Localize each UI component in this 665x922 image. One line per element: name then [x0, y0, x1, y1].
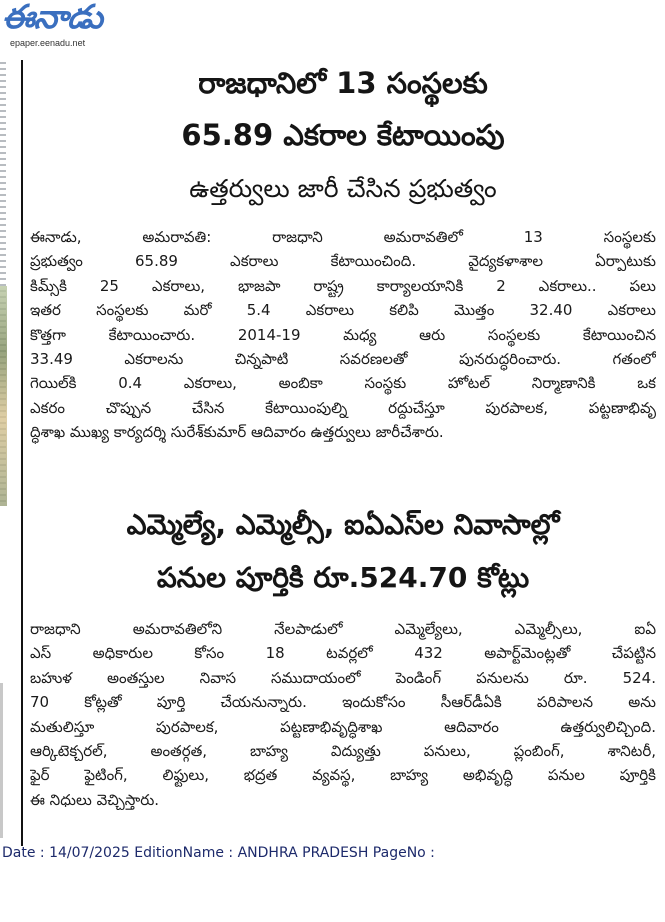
eenadu-logo: ఈనాడు — [2, 0, 102, 36]
article2-body-line: రాజధాని అమరావతిలోని నేలపాడులో ఎమ్మెల్యేలు, ఎమ్మెల్సీలు, ఐఏ — [30, 620, 656, 638]
article1-headline-line1: రాజధానిలో 13 సంస్థలకు — [198, 66, 488, 100]
article2-body-line: ఎస్ అధికారుల కోసం 18 టవర్లలో 432 అపార్ట్‌మెంట్లతో చేపట్టిన — [30, 644, 656, 663]
article1-body — [30, 225, 656, 445]
column-divider — [21, 60, 23, 846]
article1-body-line: కిమ్స్‌కి 25 ఎకరాలు, భాజపా రాష్ట్ర కార్యాలయానికి 2 ఎకరాలు.. పలు — [30, 276, 656, 295]
article2-body-line: ఫైర్ ఫైటింగ్, లిఫ్టులు, భద్రత వ్యవస్థ, బాహ్య అభివృద్ధి పనుల పూర్తికి — [30, 766, 656, 785]
article2-headline-line2: పనుల పూర్తికి రూ.524.70 కోట్లు — [156, 561, 530, 594]
article1-body-line: ఇతర సంస్థలకు మరో 5.4 ఎకరాలు కలిపి మొత్తం 32.40 ఎకరాలు — [30, 301, 656, 320]
edition-footer: Date : 14/07/2025 EditionName : ANDHRA PRADESH PageNo : — [2, 845, 435, 861]
article1-body-line: ఎకరం చొప్పున చేసిన కేటాయింపుల్ని రద్దుచేస్తూ పురపాలక, పట్టణాభివృ — [30, 398, 656, 417]
article1-body-line: 33.49 ఎకరాలను చిన్నపాటి సవరణలతో పునరుద్ధరించారు. గతంలో — [30, 350, 656, 369]
article1-subheadline: ఉత్తర్వులు జారీ చేసిన ప్రభుత్వం — [189, 174, 497, 203]
article1-body-line: ద్ధిశాఖ ముఖ్య కార్యదర్శి సురేశ్‌కుమార్ ఆదివారం ఉత్తర్వులు జారీచేశారు. — [30, 423, 444, 442]
article2-body-line: ఆర్కిటెక్చరల్, అంతర్గత, బాహ్య విద్యుత్తు పనులు, ప్లంబింగ్, శానిటరీ, — [30, 742, 656, 761]
article2-body-line: ఈ నిధులు వెచ్చిస్తారు. — [30, 790, 160, 809]
masthead — [2, 0, 142, 50]
article1-body-line: ఈనాడు, అమరావతి: రాజధాని అమరావతిలో 13 సంస్థలకు — [30, 228, 656, 246]
article2-body-line: 70 కోట్లతో పూర్తి చేయనున్నారు. ఇందుకోసం సీఆర్‌డీఏకి పరిపాలన అను — [30, 693, 656, 712]
article1-body-line: గెయిల్‌కి 0.4 ఎకరాలు, అంబికా సంస్థకు హోటల్ నిర్మాణానికి ఒక — [30, 374, 656, 393]
article1-headline-line2: 65.89 ఎకరాల కేటాయింపు — [181, 118, 505, 152]
article1-body-line: కొత్తగా కేటాయించారు. 2014-19 మధ్య ఆరు సంస్థలకు కేటాయించిన — [30, 325, 656, 344]
adjacent-photo-edge — [0, 286, 7, 506]
adjacent-column-edge — [0, 683, 3, 838]
site-url: epaper.eenadu.net — [10, 38, 86, 48]
article2-body — [30, 617, 656, 812]
article2-body-line: మతులిస్తూ పురపాలక, పట్టణాభివృద్ధిశాఖ ఆదివారం ఉత్తర్వులిచ్చింది. — [30, 717, 656, 736]
article1-body-line: ప్రభుత్వం 65.89 ఎకరాలు కేటాయించింది. వైద్యకళాశాల ఏర్పాటుకు — [30, 252, 656, 271]
article2-headline-line1: ఎమ్మెల్యే, ఎమ్మెల్సీ, ఐఏఎస్‌ల నివాసాల్లో — [126, 508, 560, 541]
article2-body-line: బహుళ అంతస్తుల నివాస సముదాయంలో పెండింగ్ పనులను రూ. 524. — [30, 668, 656, 687]
